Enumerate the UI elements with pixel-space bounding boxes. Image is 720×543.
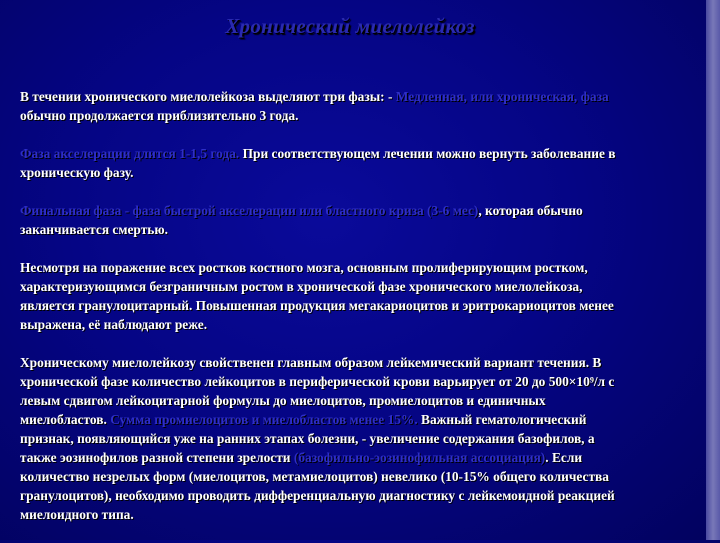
body-text: обычно продолжается приблизительно 3 года. bbox=[20, 108, 299, 123]
body-text: гранулоцитов), необходимо проводить дифференциальную диагностику с лейкемоидной реакцией bbox=[20, 488, 615, 503]
body-text: Несмотря на поражение всех ростков костного мозга, основным пролиферирующим ростком, bbox=[20, 260, 588, 275]
text-line bbox=[20, 201, 720, 220]
body-text: количество незрелых форм (миелоцитов, метамиелоцитов) невелико (10-15% общего количества bbox=[20, 469, 609, 484]
text-line bbox=[20, 429, 720, 448]
text-line bbox=[20, 505, 720, 524]
highlighted-text: Финальная фаза - фаза быстрой акселерации или бластного криза (3-6 мес) bbox=[20, 203, 479, 218]
body-text: При соответствующем лечении можно вернуть заболевание в bbox=[239, 146, 616, 161]
body-text: В течении хронического миелолейкоза выделяют три фазы: - bbox=[20, 89, 396, 104]
body-text: является гранулоцитарный. Повышенная продукция мегакариоцитов и эритрокариоцитов менее bbox=[20, 298, 614, 313]
text-line bbox=[20, 372, 720, 391]
text-line bbox=[20, 87, 720, 106]
body-text: характеризующимся безграничным ростом в хронической фазе хронического миелолейкоза, bbox=[20, 279, 583, 294]
text-line bbox=[20, 258, 720, 277]
body-text: Хроническому миелолейкозу свойственен главным образом лейкемический вариант течения. В bbox=[20, 355, 602, 370]
slide-body bbox=[20, 87, 720, 543]
paragraph bbox=[20, 87, 720, 125]
text-line bbox=[20, 296, 720, 315]
highlighted-text: Сумма промиелоцитов и миелобластов менее 15%. bbox=[110, 412, 418, 427]
body-text: миелобластов. bbox=[20, 412, 111, 427]
body-text: , которая обычно bbox=[478, 203, 583, 218]
text-line bbox=[20, 410, 720, 429]
text-line bbox=[20, 277, 720, 296]
body-text: хроническую фазу. bbox=[20, 165, 134, 180]
text-line bbox=[20, 391, 720, 410]
paragraph bbox=[20, 144, 720, 182]
body-text: также эозинофилов разной степени зрелости bbox=[20, 450, 294, 465]
body-text: хронической фазе количество лейкоцитов в периферической крови варьирует от 20 до 500×10⁹/л с bbox=[20, 374, 615, 389]
body-text: заканчивается смертью. bbox=[20, 222, 168, 237]
body-text: . Если bbox=[545, 450, 583, 465]
paragraph bbox=[20, 201, 720, 239]
body-text: миелоидного типа. bbox=[20, 507, 134, 522]
body-text: левым сдвигом лейкоцитарной формулы до миелоцитов, промиелоцитов и единичных bbox=[20, 393, 546, 408]
body-text: выражена, её наблюдают реже. bbox=[20, 317, 208, 332]
text-line bbox=[20, 486, 720, 505]
highlighted-text: Фаза акселерации длится 1-1,5 года. bbox=[20, 146, 240, 161]
paragraph bbox=[20, 353, 720, 524]
text-line bbox=[20, 163, 720, 182]
text-line bbox=[20, 448, 720, 467]
text-line bbox=[20, 144, 720, 163]
slide-title: Хронический миелолейкоз bbox=[225, 14, 475, 38]
text-line bbox=[20, 315, 720, 334]
text-line bbox=[20, 106, 720, 125]
text-line bbox=[20, 467, 720, 486]
highlighted-text: (базофильно-эозинофильная ассоциация) bbox=[293, 450, 546, 465]
highlighted-text: Медленная, или хроническая, фаза bbox=[395, 89, 609, 104]
text-line bbox=[20, 353, 720, 372]
text-line bbox=[20, 220, 720, 239]
body-text: Важный гематологический bbox=[417, 412, 587, 427]
paragraph bbox=[20, 258, 720, 334]
body-text: признак, появляющийся уже на ранних этапах болезни, - увеличение содержания базофилов, а bbox=[20, 431, 595, 446]
